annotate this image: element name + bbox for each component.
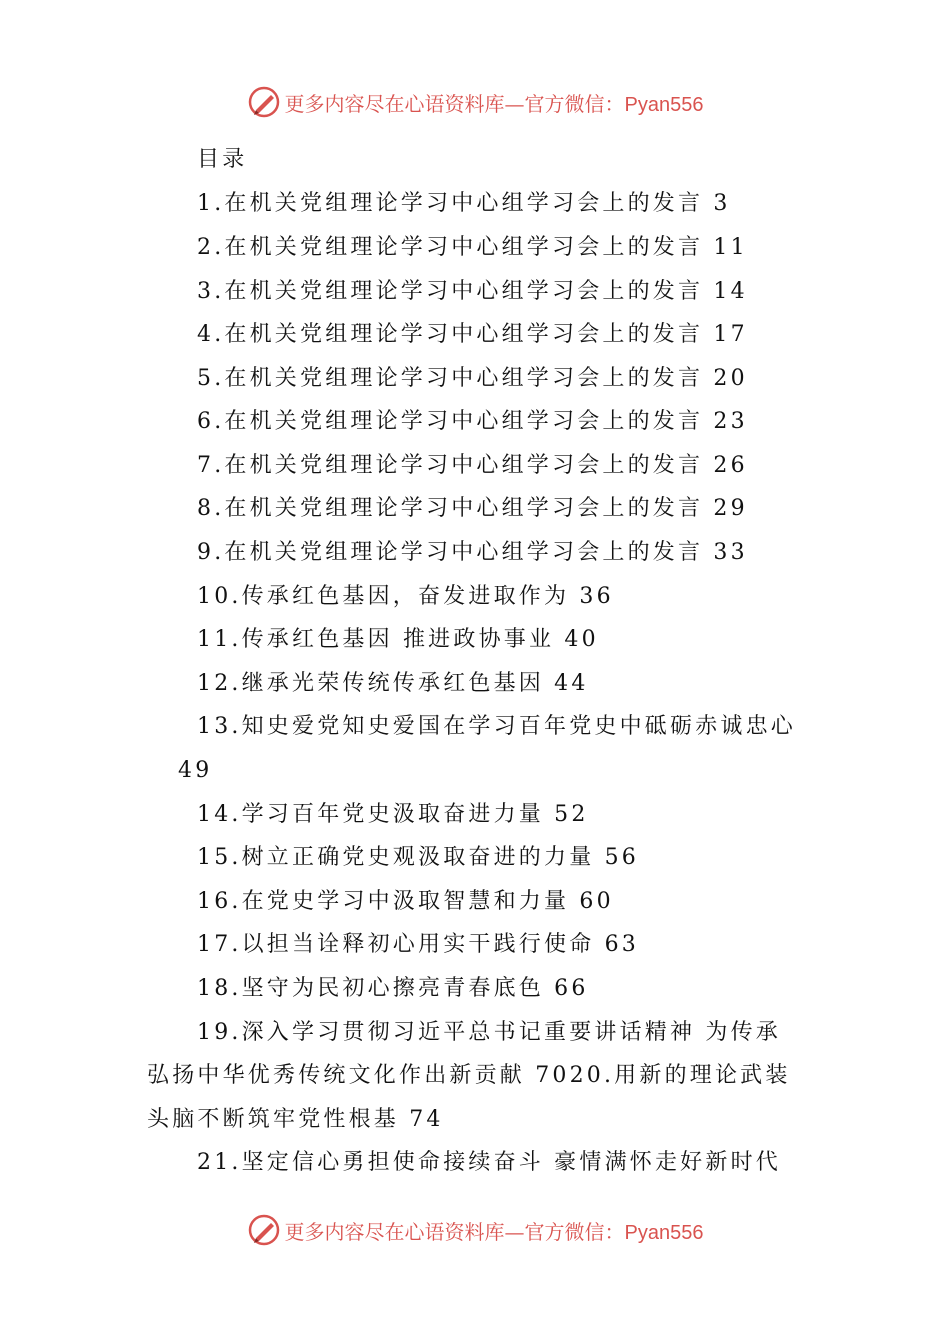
wechat-id: Pyan556 xyxy=(624,1221,704,1244)
toc-entry: 6.在机关党组理论学习中心组学习会上的发言 23 xyxy=(197,409,748,434)
bottom-watermark-banner xyxy=(0,1210,950,1250)
toc-entry: 5.在机关党组理论学习中心组学习会上的发言 20 xyxy=(197,366,748,391)
toc-entry: 1.在机关党组理论学习中心组学习会上的发言 3 xyxy=(197,191,731,216)
toc-entry: 9.在机关党组理论学习中心组学习会上的发言 33 xyxy=(197,540,748,565)
toc-entry: 18.坚守为民初心擦亮青春底色 66 xyxy=(197,976,589,1001)
toc-entry: 21.坚定信心勇担使命接续奋斗 豪情满怀走好新时代 xyxy=(197,1150,781,1175)
toc-entry-continuation: 弘扬中华优秀传统文化作出新贡献 7020.用新的理论武装 xyxy=(147,1063,791,1088)
toc-entry: 4.在机关党组理论学习中心组学习会上的发言 17 xyxy=(197,322,748,347)
wechat-id: Pyan556 xyxy=(624,93,704,116)
toc-entry: 14.学习百年党史汲取奋进力量 52 xyxy=(197,802,589,827)
toc-entry: 10.传承红色基因，奋发进取作为 36 xyxy=(197,584,614,609)
toc-entry: 7.在机关党组理论学习中心组学习会上的发言 26 xyxy=(197,453,748,478)
toc-entry: 15.树立正确党史观汲取奋进的力量 56 xyxy=(197,845,639,870)
toc-entry: 12.继承光荣传统传承红色基因 44 xyxy=(197,671,589,696)
watermark-text: 更多内容尽在心语资料库—官方微信：Pyan556 xyxy=(284,91,704,116)
toc-entry: 11.传承红色基因 推进政协事业 40 xyxy=(197,627,599,652)
toc-heading: 目录 xyxy=(197,147,248,172)
toc-entry: 8.在机关党组理论学习中心组学习会上的发言 29 xyxy=(197,496,748,521)
toc-entry-continuation: 49 xyxy=(178,758,213,783)
pen-circle-logo-icon xyxy=(247,1213,281,1247)
toc-entry: 16.在党史学习中汲取智慧和力量 60 xyxy=(197,889,614,914)
toc-entry: 2.在机关党组理论学习中心组学习会上的发言 11 xyxy=(197,235,748,260)
toc-entry: 3.在机关党组理论学习中心组学习会上的发言 14 xyxy=(197,279,748,304)
toc-entry-continuation: 头脑不断筑牢党性根基 74 xyxy=(147,1107,444,1132)
toc-entry: 19.深入学习贯彻习近平总书记重要讲话精神 为传承 xyxy=(197,1020,781,1045)
toc-entry: 17.以担当诠释初心用实干践行使命 63 xyxy=(197,932,639,957)
toc-entry: 13.知史爱党知史爱国在学习百年党史中砥砺赤诚忠心 xyxy=(197,714,796,739)
watermark-text: 更多内容尽在心语资料库—官方微信：Pyan556 xyxy=(284,1219,704,1244)
